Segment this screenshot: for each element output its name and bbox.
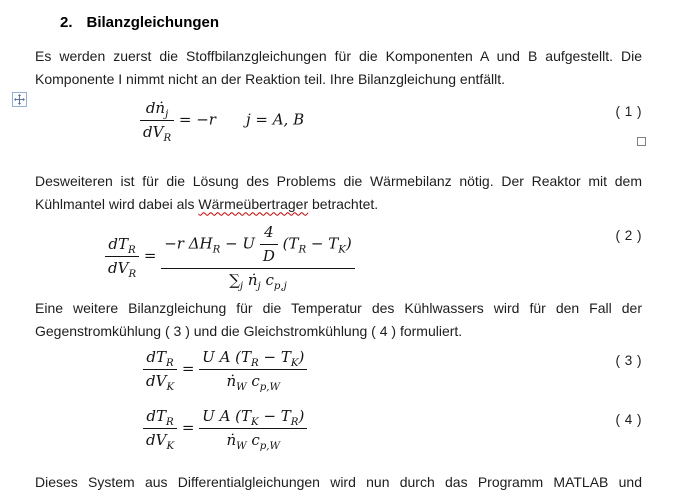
heading-title: Bilanzgleichungen [86, 14, 220, 31]
paragraph-line: Komponente I nimmt nicht an der Reaktion teil. Ihre Bilanzgleichung entfällt. [35, 70, 506, 87]
section-heading [60, 12, 642, 34]
paragraph-4 [35, 471, 642, 494]
equation-3 [143, 348, 642, 391]
paragraph-line: Es werden zuerst die Stoffbilanzgleichungen für die Komponenten A und B aufgestellt. Die [35, 48, 642, 64]
paragraph-line: Dieses System aus Differentialgleichungen wird nun durch das Programm MATLAB und [35, 474, 642, 490]
equation-2-formula: $\frac{dT_R}{dV_R}$ = −r $\Delta H_R - U$ $\frac{4}{D}$ $(T_R - T_K)$ $\sum_j$ ṅ$_j$ $c_{p,j}$ [105, 223, 355, 290]
equation-2-number: ( 2 ) [615, 228, 642, 243]
move-cross-icon [14, 94, 25, 105]
equation-4-formula: $\frac{dT_R}{dV_K}$ = $\frac{U A (T_K - T_R)}{ṅ_W c_{p,W}}$ [143, 407, 307, 450]
equation-2 [105, 223, 642, 290]
paragraph-line: Gegenstromkühlung ( 3 ) und die Gleichstromkühlung ( 4 ) formuliert. [35, 322, 463, 339]
equation-1-number: ( 1 ) [615, 104, 642, 119]
paragraph-line: Eine weitere Bilanzgleichung für die Temperatur des Kühlwassers wird für den Fall der [35, 300, 642, 316]
equation-4 [143, 407, 642, 450]
equation-4-number: ( 4 ) [615, 412, 642, 427]
paragraph-text: betrachtet. [308, 195, 379, 212]
equation-1 [140, 99, 642, 142]
heading-number: 2. [60, 14, 73, 31]
paragraph-line [35, 193, 642, 216]
paragraph-2 [35, 170, 642, 215]
equation-3-formula: $\frac{dT_R}{dV_K}$ = $\frac{U A (T_R - T_K)}{ṅ_W c_{p,W}}$ [143, 348, 307, 391]
equation-1-formula: $\frac{dṅ_j}{dV_R}$ = −r j = A, B [140, 99, 304, 142]
move-handle-icon[interactable] [12, 92, 27, 107]
paragraph-text: Kühlmantel wird dabei als [35, 195, 199, 212]
misspelled-word: Wärmeübertrager [198, 195, 309, 212]
paragraph-1 [35, 45, 642, 90]
anchor-square-marker [637, 137, 646, 146]
paragraph-line: Desweiteren ist für die Lösung des Problems die Wärmebilanz nötig. Der Reaktor mit dem [35, 173, 642, 189]
paragraph-3 [35, 297, 642, 342]
equation-3-number: ( 3 ) [615, 353, 642, 368]
